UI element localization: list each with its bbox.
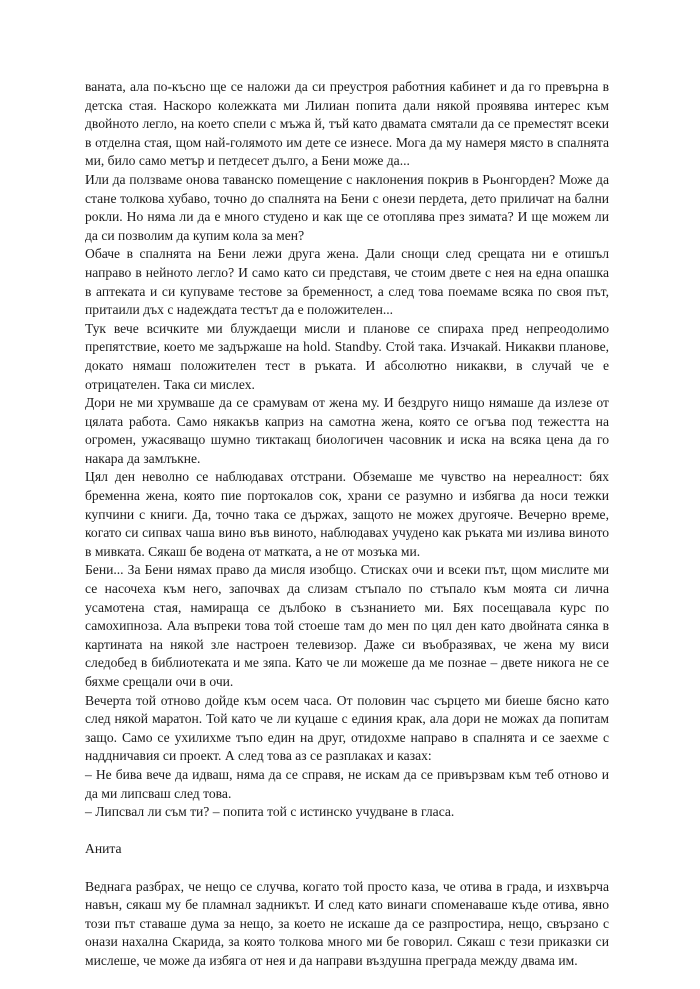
dialogue-line-2: – Липсвал ли съм ти? – попита той с истинско учудване в гласа. xyxy=(85,804,455,820)
paragraph-8: Вечерта той отново дойде към осем часа. От половин час сърцето ми биеше бясно като след някой маратон. Той като че ли куцаше с единия крак, ала дори не можах да попитам защо. Само се ухилихме тъпо един на друг, отидохме направо в спалнята и се заехме с наддничавия си проект. А след това аз се разплаках и казах: xyxy=(85,692,609,764)
closing-paragraph: Веднага разбрах, че нещо се случва, когато той просто каза, че отива в града, и изхвърча навън, сякаш му бе пламнал задникът. И след като винаги споменаваше къде отива, явно този път ставаше дума за нещо, за което не искаше да се разпростира, нещо, свързано с онази нахална Скарида, за която толкова много ми бе говорил. Сякаш с тези приказки си мислеше, че може да избяга от нея и да направи въздушна преграда между двама им. xyxy=(85,878,609,968)
paragraph-3: Обаче в спалнята на Бени лежи друга жена. Дали снощи след срещата ни е отишъл направо в нейното легло? И само като си представя, че стоим двете с нея на една опашка в аптеката и си купуваме тестове за бременност, а след това поемаме всяка по своя път, притаили дъх с надеждата тестът да е положителен... xyxy=(85,246,609,318)
blank-line xyxy=(85,859,609,878)
paragraph-7: Бени... За Бени нямах право да мисля изобщо. Стисках очи и всеки път, щом мислите ми се насочеха към него, започвах да слизам стъпало по стъпало към моята си лична усамотена стая, намираща се дълбоко в съзнанието ми. Бях посещавала курс по самохипноза. Ала въпреки това той стоеше там до мен по цял ден като двойната сянка в картината на някой зле настроен телевизор. Даже си въобразявах, че жена му виси следобед в библиотеката и ме зяпа. Като че ли можеше да ме познае – двете никога не се бяхме срещали очи в очи. xyxy=(85,562,609,689)
paragraph-6: Цял ден неволно се наблюдавах отстрани. Обземаше ме чувство на нереалност: бях бременна жена, която пие портокалов сок, храни се разумно и избягва да носи тежки купчини с книги. Да, точно така се държах, защото не можех другояче. Вечерно време, когато си сипвах чаша вино във виното, наблюдавах учудено как ръката ми излива виното в мивката. Сякаш бе водена от матката, а не от мозъка ми. xyxy=(85,469,609,559)
paragraph-5: Дори не ми хрумваше да се срамувам от жена му. И бездруго нищо нямаше да излезе от цялата работа. Само някакъв каприз на самотна жена, която се огъва под тежестта на огромен, ужасяващо шумно тиктакащ биологичен часовник и иска на всяка цена да го накара да замлъкне. xyxy=(85,395,609,466)
paragraph-4: Тук вече всичките ми блуждаещи мисли и планове се спираха пред непреодолимо препятствие, което ме задържаше на hold. Standby. Стой така. Изчакай. Никакви планове, докато нямаш положителен тест в ръката. И абсолютно никакви, в случай че е отрицателен. Така си мислех. xyxy=(85,320,609,392)
blank-line xyxy=(85,822,609,841)
section-heading: Анита xyxy=(85,841,122,857)
document-page xyxy=(85,78,609,971)
paragraph-1: ваната, ала по-късно ще се наложи да си преустроя работния кабинет и да го превърна в детска стая. Наскоро колежката ми Лилиан попита дали някой проявява интерес към двойното легло, на което спели с мъжа й, тъй като двамата смятали да се преместят всеки в отделна стая, щом най-голямото им дете се изнесе. Мога да му намеря място в спалнята ми, било само метър и петдесет дълго, а Бени може да... xyxy=(85,79,609,169)
dialogue-line-1: – Не бива вече да идваш, няма да се справя, не искам да се привързвам към теб отново и да ми липсваш след това. xyxy=(85,766,609,801)
paragraph-2: Или да ползваме онова таванско помещение с наклонения покрив в Рьонгорден? Може да стане толкова хубаво, точно до спалнята на Бени с онези пердета, дето приличат на бални рокли. Но няма ли да е много студено и как ще се отоплява през зимата? И ще можем ли да си позволим да купим кола за мен? xyxy=(85,171,609,243)
